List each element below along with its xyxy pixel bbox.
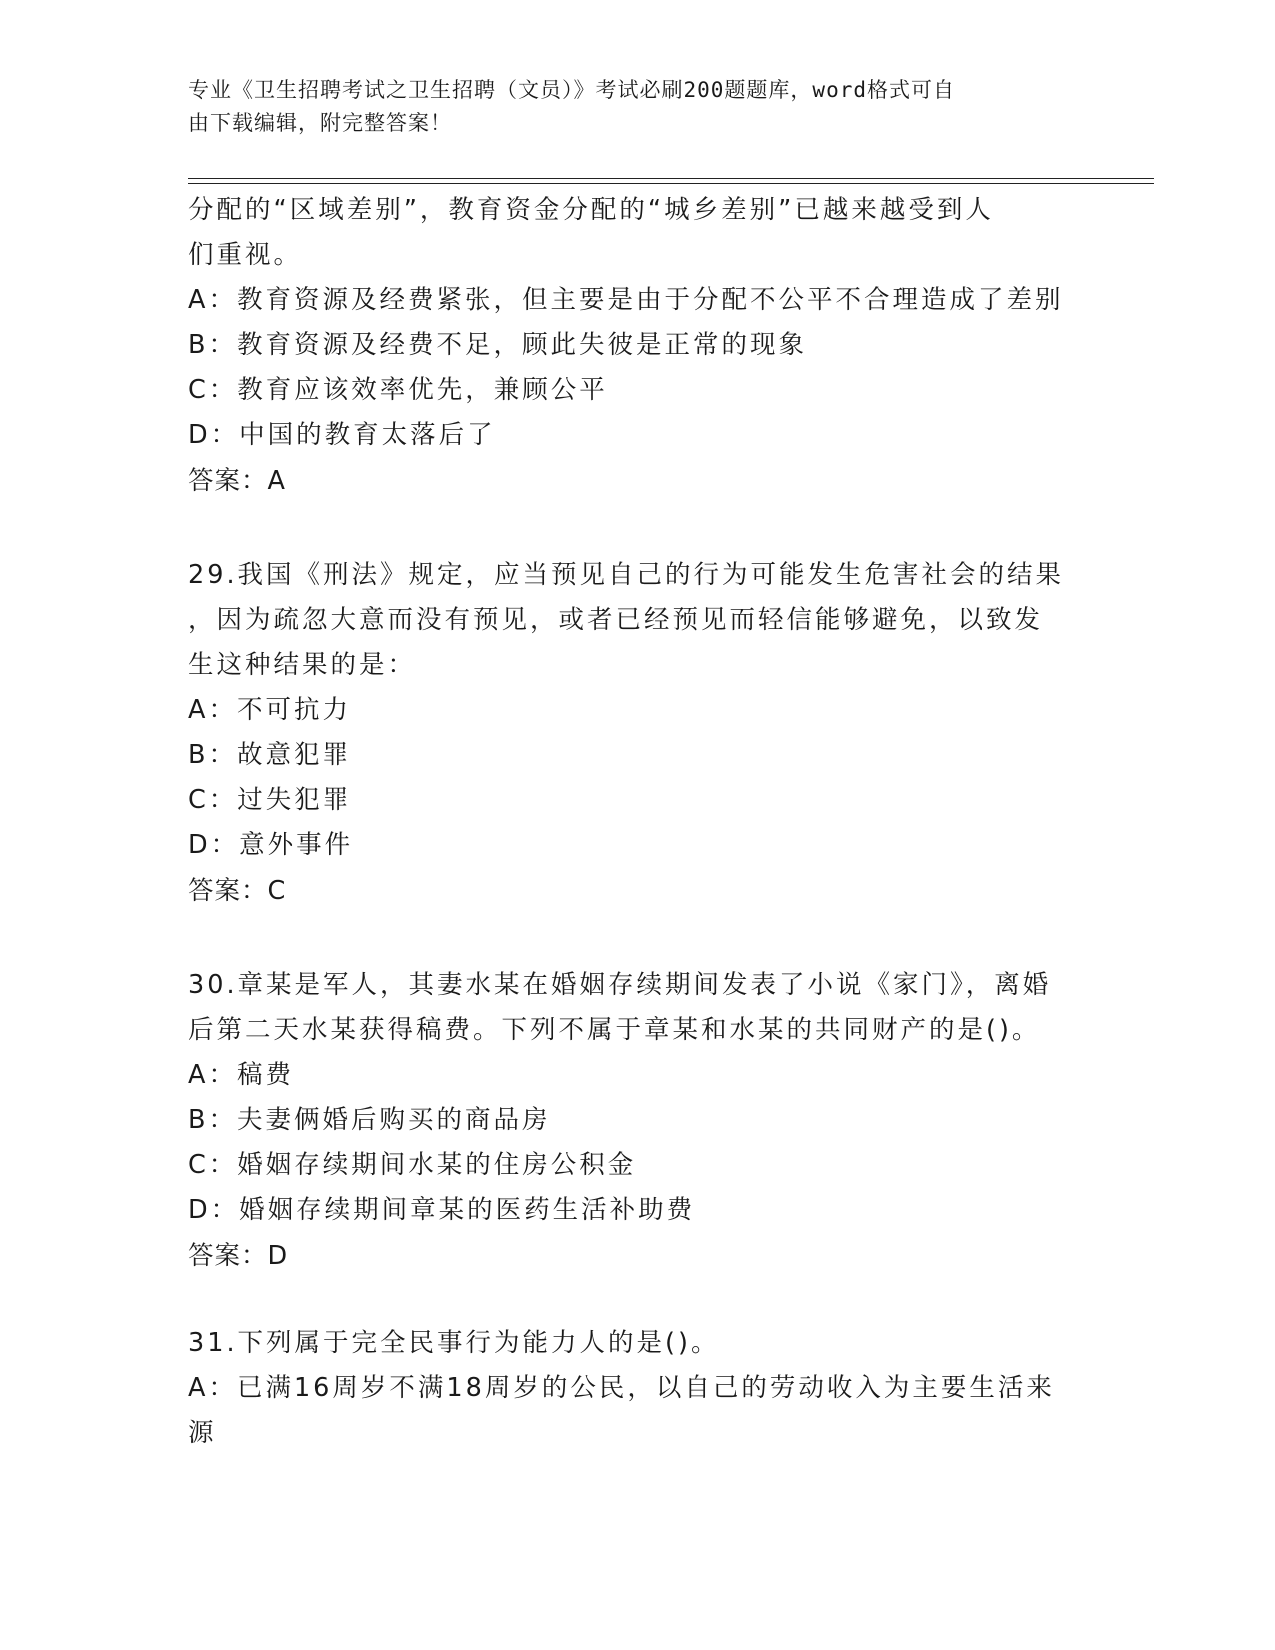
option-a: A：教育资源及经费紧张，但主要是由于分配不公平不合理造成了差别 xyxy=(188,285,1064,315)
question-stem-line: 生这种结果的是： xyxy=(188,650,417,680)
option-a: A：已满16周岁不满18周岁的公民，以自己的劳动收入为主要生活来 xyxy=(188,1373,1055,1403)
answer-line: 答案：D xyxy=(188,1241,289,1271)
option-a-continuation: 源 xyxy=(188,1418,217,1448)
spacer xyxy=(188,1279,1088,1321)
answer-line: 答案：A xyxy=(188,466,286,496)
option-b: B：教育资源及经费不足，顾此失彼是正常的现象 xyxy=(188,330,807,360)
option-d: D：婚姻存续期间章某的医药生活补助费 xyxy=(188,1195,696,1225)
header-line-2: 由下载编辑，附完整答案！ xyxy=(188,111,452,135)
document-body xyxy=(188,188,1088,1456)
question-stem-line: 分配的“区域差别”，教育资金分配的“城乡差别”已越来越受到人 xyxy=(188,195,994,225)
question-28 xyxy=(188,188,1088,504)
question-stem-line: 30.章某是军人，其妻水某在婚姻存续期间发表了小说《家门》，离婚 xyxy=(188,970,1052,1000)
option-d: D：意外事件 xyxy=(188,830,354,860)
option-a: A：不可抗力 xyxy=(188,695,351,725)
option-b: B：夫妻俩婚后购买的商品房 xyxy=(188,1105,551,1135)
question-stem-line: 们重视。 xyxy=(188,240,303,270)
option-c: C：过失犯罪 xyxy=(188,785,352,815)
question-31 xyxy=(188,1321,1088,1456)
question-stem-line: 后第二天水某获得稿费。下列不属于章某和水某的共同财产的是()。 xyxy=(188,1015,1041,1045)
header-divider-bottom xyxy=(188,183,1154,184)
option-c: C：教育应该效率优先，兼顾公平 xyxy=(188,375,608,405)
header-line-1: 专业《卫生招聘考试之卫生招聘（文员）》考试必刷200题题库，word格式可自 xyxy=(188,78,955,102)
spacer xyxy=(188,914,1088,963)
question-29 xyxy=(188,553,1088,914)
option-a: A：稿费 xyxy=(188,1060,294,1090)
question-stem-line: 29.我国《刑法》规定，应当预见自己的行为可能发生危害社会的结果 xyxy=(188,560,1065,590)
header-divider-top xyxy=(188,178,1154,179)
question-30 xyxy=(188,963,1088,1279)
question-stem-line: 31.下列属于完全民事行为能力人的是()。 xyxy=(188,1328,720,1358)
option-c: C：婚姻存续期间水某的住房公积金 xyxy=(188,1150,637,1180)
option-d: D：中国的教育太落后了 xyxy=(188,420,496,450)
option-b: B：故意犯罪 xyxy=(188,740,351,770)
spacer xyxy=(188,504,1088,553)
question-stem-line: ，因为疏忽大意而没有预见，或者已经预见而轻信能够避免，以致发 xyxy=(188,605,1044,635)
document-header xyxy=(188,74,1068,140)
answer-line: 答案：C xyxy=(188,876,287,906)
